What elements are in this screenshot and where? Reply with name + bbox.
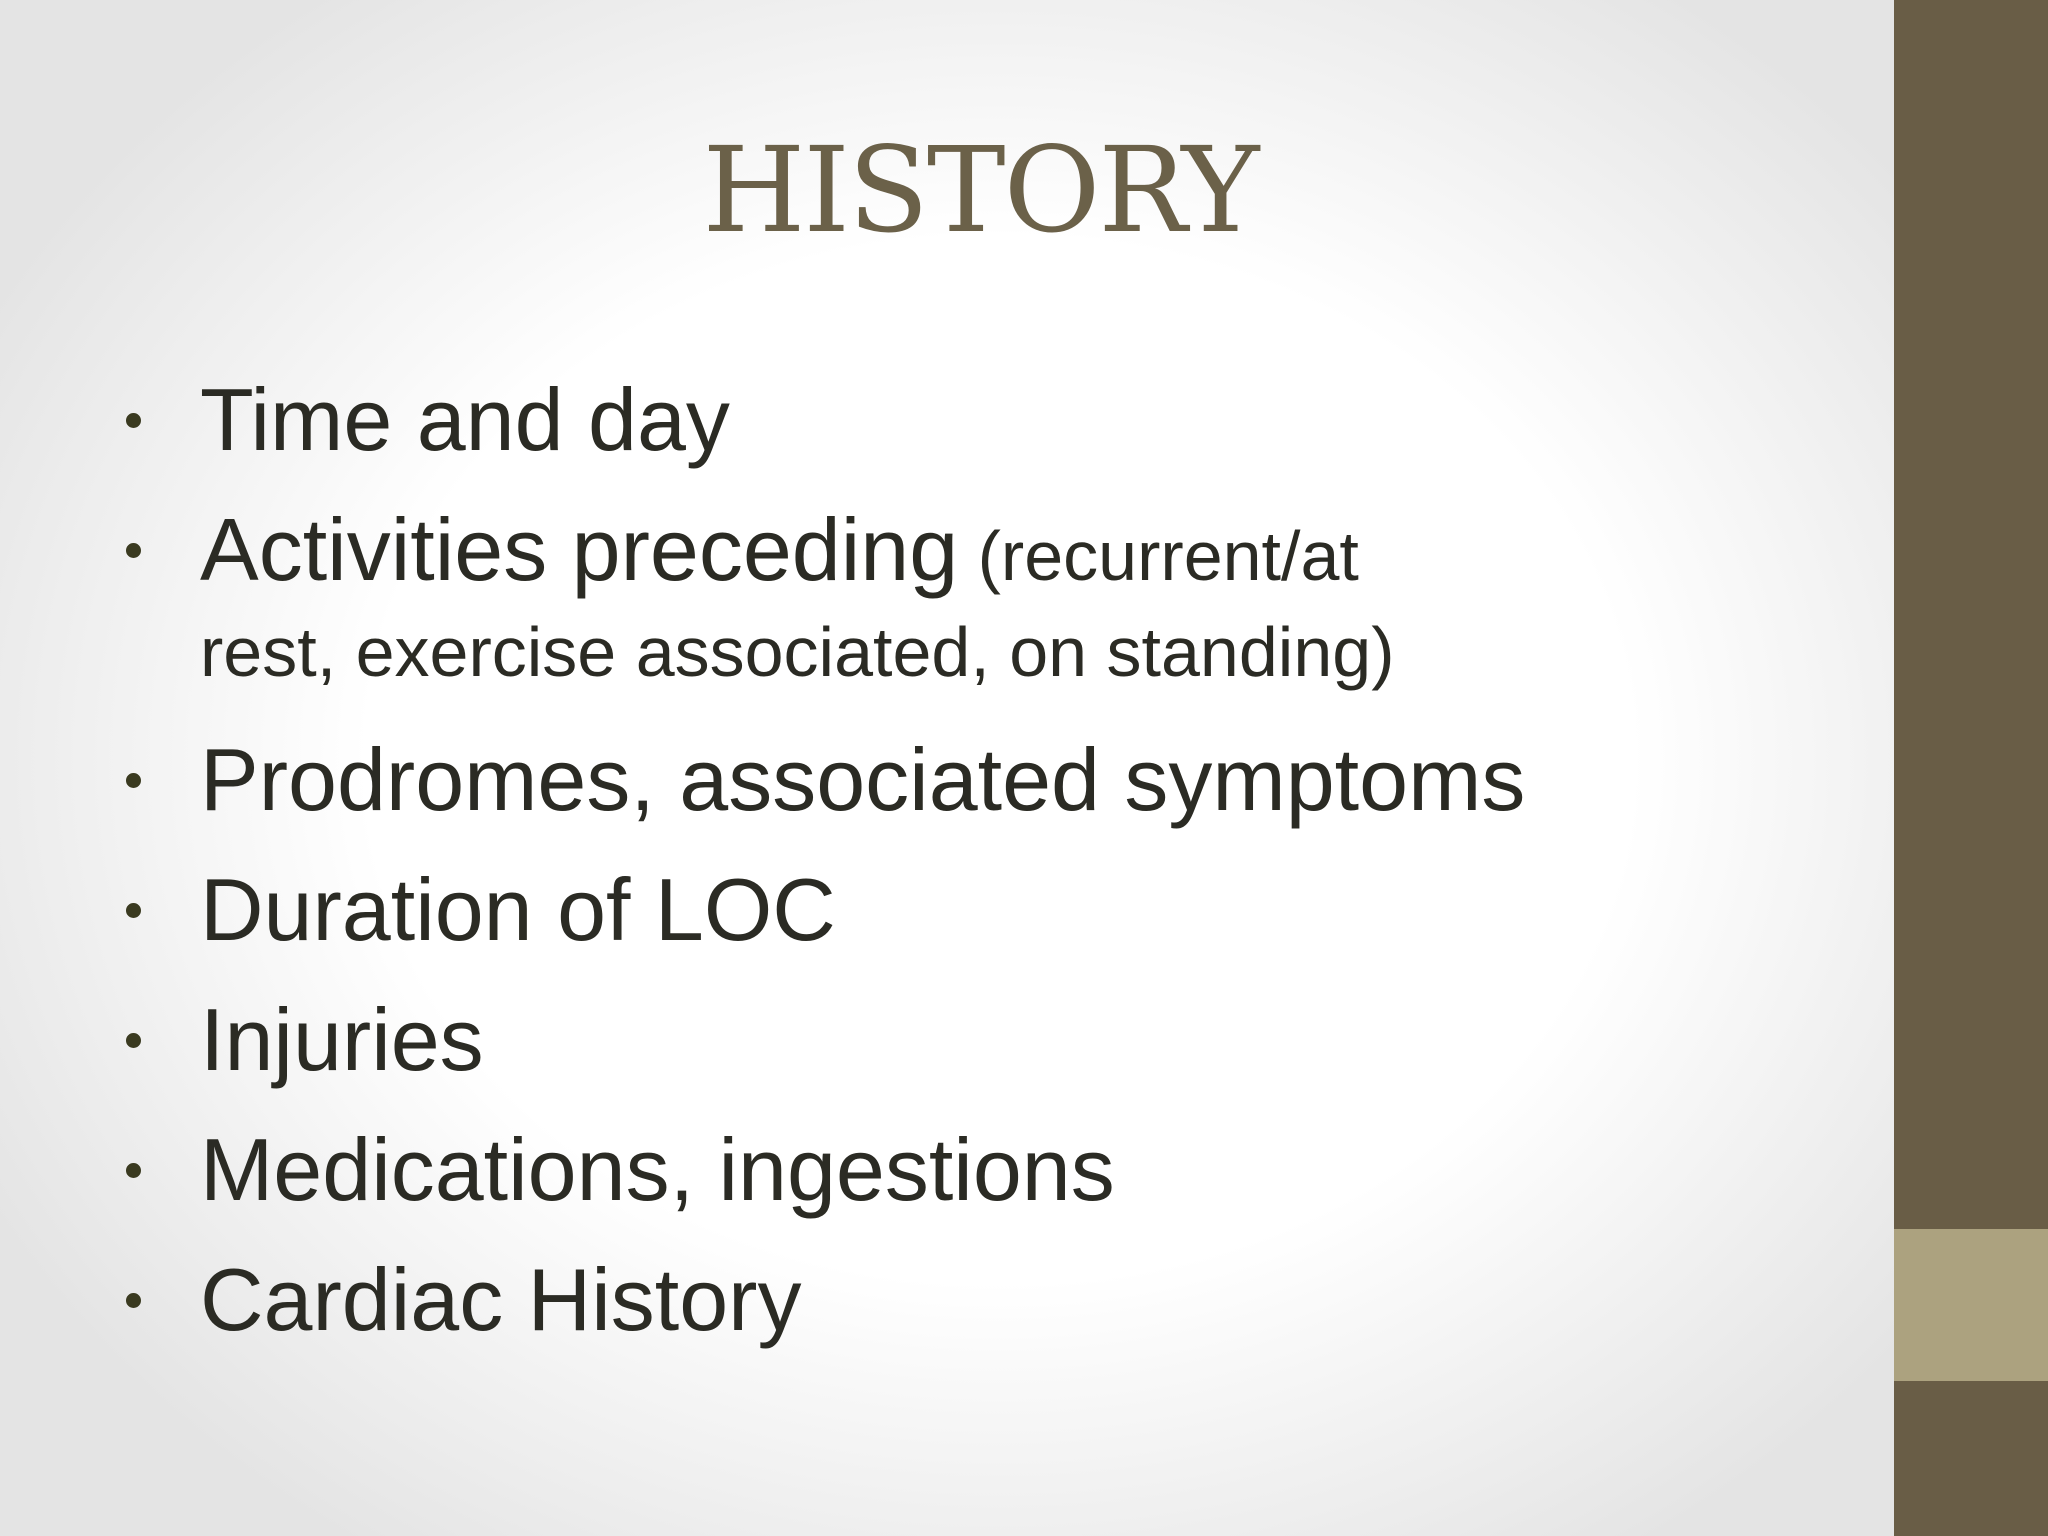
bullet-sub-text: (recurrent/at bbox=[958, 517, 1359, 595]
bullet-dot-icon bbox=[126, 1033, 141, 1048]
bullet-dot-icon bbox=[126, 773, 141, 788]
slide-title: HISTORY bbox=[702, 121, 1258, 259]
bullet-text: Medications, ingestions bbox=[200, 1120, 1115, 1219]
bullet-dot-icon bbox=[126, 903, 141, 918]
bullet-dot-icon bbox=[126, 1163, 141, 1178]
bullet-main-text: Activities preceding bbox=[200, 500, 959, 599]
bullet-dot-icon bbox=[126, 413, 141, 428]
bullet-continuation-text: rest, exercise associated, on standing) bbox=[200, 613, 1395, 691]
bullet-text: Prodromes, associated symptoms bbox=[200, 730, 1526, 829]
bullet-text: Time and day bbox=[200, 370, 730, 469]
bullet-dot-icon bbox=[126, 543, 141, 558]
bullet-text: Injuries bbox=[200, 990, 484, 1089]
bullet-dot-icon bbox=[126, 1293, 141, 1308]
bullet-text: Cardiac History bbox=[200, 1250, 802, 1349]
side-accent-block bbox=[1894, 1229, 2048, 1381]
bullet-text bbox=[200, 500, 1359, 606]
bullet-text: Duration of LOC bbox=[200, 860, 836, 959]
